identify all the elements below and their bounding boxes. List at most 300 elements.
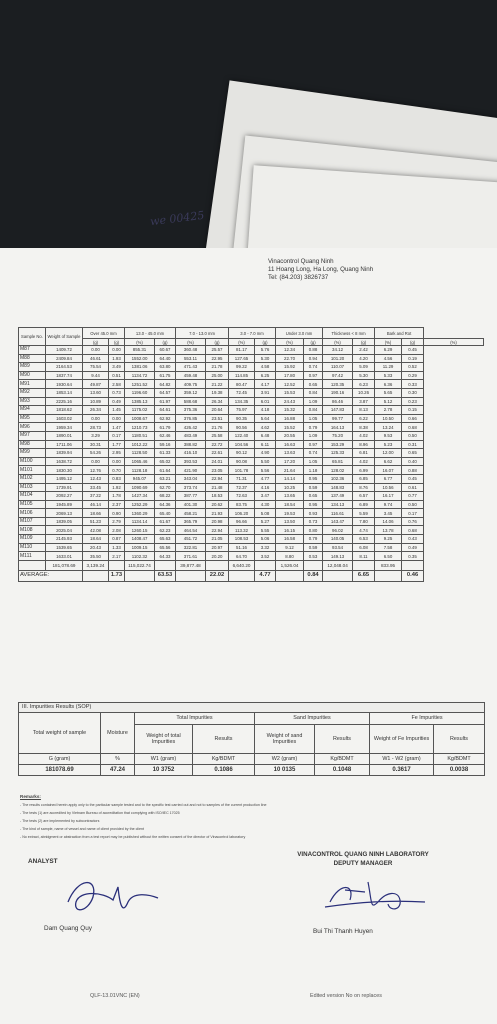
table-cell: 7.80 bbox=[353, 517, 375, 526]
table-cell: 1.33 bbox=[109, 543, 125, 552]
table-cell: 1839.05 bbox=[46, 517, 83, 526]
unit-gram: (g) bbox=[83, 339, 109, 346]
sample-id: M105 bbox=[19, 500, 46, 509]
table-cell: 0.73 bbox=[304, 517, 323, 526]
table-cell: 75.97 bbox=[229, 406, 255, 415]
table-cell: 0.00 bbox=[83, 346, 109, 355]
table-cell: 0.59 bbox=[304, 543, 323, 552]
table-cell: 0.59 bbox=[304, 483, 323, 492]
table-cell: 96.66 bbox=[229, 517, 255, 526]
table-cell: 2092.27 bbox=[46, 492, 83, 501]
table-cell: 0.65 bbox=[304, 492, 323, 501]
table-row bbox=[19, 380, 484, 389]
table-cell: 90.56 bbox=[229, 423, 255, 432]
table-cell: 60.67 bbox=[155, 346, 176, 355]
table-cell: 26.34 bbox=[83, 406, 109, 415]
table-cell: 64.36 bbox=[155, 500, 176, 509]
table-cell: 14.06 bbox=[375, 517, 402, 526]
table-cell: 458.21 bbox=[176, 509, 206, 518]
table-cell: 75.54 bbox=[83, 363, 109, 372]
remark-line: - The tests (1) are accredited by Vietnam Bureau of accreditation that complying with ISO/IEC 17025 bbox=[20, 811, 180, 815]
sample-id: M100 bbox=[19, 457, 46, 466]
table-cell: 15.32 bbox=[276, 406, 304, 415]
table-cell: 64.82 bbox=[155, 380, 176, 389]
table-cell: 16.58 bbox=[276, 535, 304, 544]
table-cell: 1180.51 bbox=[125, 431, 155, 440]
table-cell: 0.95 bbox=[304, 474, 323, 483]
table-cell: 1065.46 bbox=[125, 457, 155, 466]
table-cell: 0.53 bbox=[304, 552, 323, 561]
table-cell: 0.76 bbox=[402, 517, 424, 526]
average-cell: 0.46 bbox=[402, 570, 424, 581]
unit-gram: G (gram) bbox=[19, 754, 101, 765]
table-cell: 4.74 bbox=[353, 526, 375, 535]
table-cell: 1830.30 bbox=[46, 466, 83, 475]
table-cell: 12.00 bbox=[375, 449, 402, 458]
table-cell: 64.33 bbox=[155, 552, 176, 561]
total-cell: 12,048.04 bbox=[323, 560, 353, 570]
table-cell: 61.33 bbox=[155, 449, 176, 458]
unit-kg-bdmt: Kg/BDMT bbox=[315, 754, 370, 765]
table-cell: 8.76 bbox=[353, 483, 375, 492]
unit-gram: (g) bbox=[206, 339, 229, 346]
table-cell: 5.09 bbox=[353, 363, 375, 372]
table-cell: 19.38 bbox=[206, 388, 229, 397]
table-cell: 0.97 bbox=[304, 440, 323, 449]
table-cell: 12.43 bbox=[83, 474, 109, 483]
units-row bbox=[19, 339, 484, 346]
table-cell: 18.64 bbox=[83, 535, 109, 544]
table-cell: 49.87 bbox=[83, 380, 109, 389]
header-thickness: Thickness < 8 mm bbox=[323, 328, 375, 339]
table-cell: 22.94 bbox=[206, 526, 229, 535]
table-cell: 21.93 bbox=[206, 509, 229, 518]
table-row bbox=[19, 354, 484, 363]
table-cell: 1381.06 bbox=[125, 363, 155, 372]
table-cell: 322.81 bbox=[176, 543, 206, 552]
table-cell: 81.17 bbox=[229, 346, 255, 355]
table-row bbox=[19, 492, 484, 501]
table-cell: 945.07 bbox=[125, 474, 155, 483]
table-cell: 1210.73 bbox=[125, 423, 155, 432]
table-cell: 426.42 bbox=[176, 423, 206, 432]
table-cell: 1.78 bbox=[109, 492, 125, 501]
table-cell: 360.48 bbox=[176, 346, 206, 355]
table-cell: 388.82 bbox=[176, 440, 206, 449]
table-cell: 1.09 bbox=[304, 397, 323, 406]
sample-id: M94 bbox=[19, 406, 46, 415]
unit-gram: (g) bbox=[255, 339, 276, 346]
table-cell: 0.15 bbox=[402, 406, 424, 415]
table-cell: 5.64 bbox=[255, 414, 276, 423]
table-cell: 1890.01 bbox=[46, 431, 83, 440]
table-cell: 2.78 bbox=[375, 406, 402, 415]
value-fe-result: 0.0038 bbox=[434, 765, 485, 776]
table-cell: 2.08 bbox=[109, 526, 125, 535]
sample-id: M110 bbox=[19, 543, 46, 552]
table-cell: 148.83 bbox=[323, 483, 353, 492]
table-cell: 134.35 bbox=[229, 397, 255, 406]
table-cell: 1134.14 bbox=[125, 517, 155, 526]
table-cell: 6.50 bbox=[375, 552, 402, 561]
average-row bbox=[19, 570, 484, 581]
table-cell: 553.11 bbox=[176, 354, 206, 363]
header-over45: Over 45.0 mm bbox=[83, 328, 125, 339]
table-cell: 0.49 bbox=[109, 397, 125, 406]
table-cell: 15.92 bbox=[276, 363, 304, 372]
table-cell: 2069.13 bbox=[46, 509, 83, 518]
table-cell: 13.63 bbox=[276, 449, 304, 458]
table-cell: 19.53 bbox=[276, 509, 304, 518]
table-cell: 153.29 bbox=[323, 440, 353, 449]
table-cell: 108.53 bbox=[229, 535, 255, 544]
table-cell: 2164.53 bbox=[46, 363, 83, 372]
value-fe-weight: 0.3617 bbox=[370, 765, 434, 776]
lab-name: VINACONTROL QUANG NINH LABORATORY bbox=[297, 851, 429, 858]
remark-line: - No extract, abridgment or abstraction from a test report may be published without the written consent of the director of Vinacontrol laboratory bbox=[20, 835, 246, 839]
table-cell: 164.13 bbox=[323, 423, 353, 432]
table-cell: 5.06 bbox=[255, 535, 276, 544]
table-cell: 65.81 bbox=[323, 457, 353, 466]
table-cell: 0.68 bbox=[402, 423, 424, 432]
weight-fe-label: Weight of Fe Impurities bbox=[370, 725, 434, 754]
table-cell: 1638.72 bbox=[46, 457, 83, 466]
average-cell: 63.53 bbox=[155, 570, 176, 581]
table-cell: 375.36 bbox=[176, 406, 206, 415]
table-cell: 0.31 bbox=[402, 440, 424, 449]
table-cell: 113.32 bbox=[229, 526, 255, 535]
table-cell: 1818.62 bbox=[46, 406, 83, 415]
table-cell: 0.49 bbox=[402, 543, 424, 552]
table-cell: 3.52 bbox=[255, 552, 276, 561]
edited-version: Edited version No on replaces bbox=[310, 993, 382, 999]
table-cell: 1.92 bbox=[109, 483, 125, 492]
table-cell: 23.05 bbox=[206, 466, 229, 475]
table-cell: 0.00 bbox=[83, 414, 109, 423]
table-cell: 5.08 bbox=[255, 509, 276, 518]
table-cell: 0.17 bbox=[109, 431, 125, 440]
table-cell: 90.12 bbox=[229, 449, 255, 458]
table-cell: 17.80 bbox=[276, 371, 304, 380]
table-cell: 147.83 bbox=[323, 406, 353, 415]
table-cell: 3.47 bbox=[255, 492, 276, 501]
table-cell: 0.23 bbox=[402, 397, 424, 406]
value-total-result: 0.1086 bbox=[193, 765, 255, 776]
table-cell: 1360.29 bbox=[125, 509, 155, 518]
table-cell: 0.95 bbox=[304, 500, 323, 509]
table-cell: 5.33 bbox=[375, 371, 402, 380]
table-cell: 16.63 bbox=[276, 440, 304, 449]
table-cell: 122.40 bbox=[229, 431, 255, 440]
table-cell: 0.80 bbox=[304, 526, 323, 535]
table-cell: 0.50 bbox=[402, 431, 424, 440]
table-cell: 30.31 bbox=[83, 440, 109, 449]
header-sample-no: Sample No. bbox=[19, 328, 46, 346]
table-cell: 5.27 bbox=[255, 517, 276, 526]
table-cell: 1427.34 bbox=[125, 492, 155, 501]
table-cell: 6.48 bbox=[255, 431, 276, 440]
table-cell: 359.12 bbox=[176, 388, 206, 397]
sample-id: M106 bbox=[19, 509, 46, 518]
sample-id: M87 bbox=[19, 346, 46, 355]
table-cell: 24.01 bbox=[206, 457, 229, 466]
table-cell: 5.50 bbox=[255, 457, 276, 466]
deputy-signature bbox=[320, 872, 430, 922]
table-cell: 22.61 bbox=[206, 449, 229, 458]
sample-id: M98 bbox=[19, 440, 46, 449]
table-cell: 10.56 bbox=[375, 483, 402, 492]
table-cell: 6.57 bbox=[353, 492, 375, 501]
total-cell: 39,877.48 bbox=[176, 560, 206, 570]
table-cell: 376.85 bbox=[176, 414, 206, 423]
table-cell: 0.87 bbox=[109, 535, 125, 544]
table-cell: 401.30 bbox=[176, 500, 206, 509]
table-cell: 0.83 bbox=[109, 474, 125, 483]
table-cell: 0.33 bbox=[402, 380, 424, 389]
table-row bbox=[19, 431, 484, 440]
unit-gram: (g) bbox=[109, 339, 125, 346]
table-cell: 3.45 bbox=[375, 509, 402, 518]
table-cell: 37.22 bbox=[83, 492, 109, 501]
table-cell: 21.76 bbox=[206, 423, 229, 432]
table-cell: 17.20 bbox=[276, 457, 304, 466]
table-cell: 0.52 bbox=[402, 363, 424, 372]
table-cell: 4.18 bbox=[255, 406, 276, 415]
fe-impurities-header: Fe Impurities bbox=[370, 713, 485, 725]
table-cell: 3.87 bbox=[353, 397, 375, 406]
average-cell: 0.84 bbox=[304, 570, 323, 581]
table-cell: 101.20 bbox=[323, 354, 353, 363]
table-cell: 0.35 bbox=[402, 552, 424, 561]
table-cell: 106.20 bbox=[229, 509, 255, 518]
table-cell: 387.77 bbox=[176, 492, 206, 501]
table-cell: 0.73 bbox=[109, 388, 125, 397]
table-cell: 54.26 bbox=[83, 449, 109, 458]
results-label: Results bbox=[193, 725, 255, 754]
table-cell: 0.77 bbox=[402, 492, 424, 501]
header-3-7: 3.0 - 7.0 mm bbox=[229, 328, 276, 339]
analyst-signature bbox=[58, 872, 168, 922]
total-cell: 3,139.24 bbox=[83, 560, 109, 570]
table-cell: 62.23 bbox=[155, 526, 176, 535]
table-cell: 343.04 bbox=[176, 474, 206, 483]
table-cell: 0.45 bbox=[402, 474, 424, 483]
table-cell: 20.43 bbox=[83, 543, 109, 552]
table-cell: 20.97 bbox=[206, 543, 229, 552]
table-cell: 137.49 bbox=[323, 492, 353, 501]
table-cell: 72.37 bbox=[229, 483, 255, 492]
table-cell: 371.61 bbox=[176, 552, 206, 561]
table-cell: 416.10 bbox=[176, 449, 206, 458]
table-cell: 4.30 bbox=[255, 500, 276, 509]
table-cell: 90.08 bbox=[229, 457, 255, 466]
table-row bbox=[19, 543, 484, 552]
table-cell: 0.84 bbox=[304, 406, 323, 415]
table-cell: 25.58 bbox=[206, 431, 229, 440]
table-cell: 0.79 bbox=[304, 423, 323, 432]
table-cell: 71.31 bbox=[229, 474, 255, 483]
table-cell: 6.11 bbox=[255, 440, 276, 449]
table-cell: 99.77 bbox=[323, 414, 353, 423]
sample-id: M95 bbox=[19, 414, 46, 423]
total-cell: 115,022.74 bbox=[125, 560, 155, 570]
total-weight-label: Total weight of sample bbox=[19, 713, 101, 754]
table-cell: 13.78 bbox=[375, 526, 402, 535]
table-cell: 5.12 bbox=[375, 397, 402, 406]
table-cell: 93.54 bbox=[323, 543, 353, 552]
table-cell: 0.66 bbox=[402, 414, 424, 423]
average-cell bbox=[176, 570, 206, 581]
table-cell: 0.40 bbox=[402, 457, 424, 466]
table-cell: 6.08 bbox=[353, 543, 375, 552]
moisture-label: Moisture bbox=[101, 713, 135, 754]
table-cell: 2025.04 bbox=[46, 526, 83, 535]
table-cell: 0.97 bbox=[304, 371, 323, 380]
table-row bbox=[19, 509, 484, 518]
value-w2: 10 0135 bbox=[255, 765, 315, 776]
table-cell: 471.43 bbox=[176, 363, 206, 372]
table-cell: 1128.18 bbox=[125, 466, 155, 475]
table-cell: 97.42 bbox=[323, 371, 353, 380]
table-cell: 21.22 bbox=[206, 380, 229, 389]
table-cell: 1.47 bbox=[109, 423, 125, 432]
total-cell: 181,078.69 bbox=[46, 560, 83, 570]
table-cell: 20.55 bbox=[276, 431, 304, 440]
table-row bbox=[19, 388, 484, 397]
table-cell: 64.57 bbox=[155, 388, 176, 397]
remarks bbox=[20, 793, 475, 841]
table-cell: 0.61 bbox=[402, 483, 424, 492]
table-cell: 128.02 bbox=[323, 466, 353, 475]
table-cell: 51.23 bbox=[83, 517, 109, 526]
sample-id: M107 bbox=[19, 517, 46, 526]
table-cell: 1739.91 bbox=[46, 483, 83, 492]
table-cell: 102.36 bbox=[323, 474, 353, 483]
table-cell: 59.16 bbox=[155, 440, 176, 449]
table-cell: 1252.29 bbox=[125, 500, 155, 509]
table-cell: 8.80 bbox=[276, 552, 304, 561]
table-cell: 2.17 bbox=[109, 552, 125, 561]
table-cell: 3.29 bbox=[83, 431, 109, 440]
table-cell: 21.64 bbox=[276, 466, 304, 475]
sample-id: M93 bbox=[19, 397, 46, 406]
table-cell: 0.65 bbox=[402, 449, 424, 458]
table-cell: 68.22 bbox=[155, 492, 176, 501]
average-cell bbox=[323, 570, 353, 581]
table-cell: 22.94 bbox=[206, 474, 229, 483]
table-cell: 5.23 bbox=[375, 440, 402, 449]
table-cell: 0.30 bbox=[402, 388, 424, 397]
table-cell: 6.23 bbox=[353, 380, 375, 389]
table-cell: 6.85 bbox=[353, 474, 375, 483]
table-cell: 21.78 bbox=[206, 363, 229, 372]
table-cell: 8.96 bbox=[353, 440, 375, 449]
table-cell: 1.77 bbox=[109, 440, 125, 449]
table-cell: 1128.50 bbox=[125, 449, 155, 458]
table-cell: 33.45 bbox=[83, 483, 109, 492]
header-under3: Under 3.0 mm bbox=[276, 328, 323, 339]
table-cell: 4.20 bbox=[353, 354, 375, 363]
table-cell: 0.90 bbox=[109, 509, 125, 518]
table-cell: 9.53 bbox=[375, 431, 402, 440]
table-cell: 1539.65 bbox=[46, 543, 83, 552]
table-cell: 21.48 bbox=[206, 483, 229, 492]
table-cell: 5.59 bbox=[353, 509, 375, 518]
table-cell: 25.00 bbox=[206, 371, 229, 380]
value-w1: 10 3752 bbox=[135, 765, 193, 776]
table-cell: 0.93 bbox=[304, 509, 323, 518]
sample-id: M90 bbox=[19, 371, 46, 380]
table-cell: 13.50 bbox=[276, 517, 304, 526]
lab-block bbox=[263, 850, 463, 868]
table-cell: 1385.13 bbox=[125, 397, 155, 406]
table-cell: 0.74 bbox=[304, 449, 323, 458]
table-cell: 1495.12 bbox=[46, 474, 83, 483]
table-cell: 127.65 bbox=[229, 354, 255, 363]
table-cell: 10.89 bbox=[83, 397, 109, 406]
table-cell: 1603.02 bbox=[46, 414, 83, 423]
table-cell: 0.74 bbox=[304, 363, 323, 372]
results-label: Results bbox=[315, 725, 370, 754]
table-cell: 5.30 bbox=[255, 354, 276, 363]
table-cell: 2409.84 bbox=[46, 354, 83, 363]
table-cell: 18.54 bbox=[276, 500, 304, 509]
total-impurities-header: Total Impurities bbox=[135, 713, 255, 725]
table-cell: 22.70 bbox=[276, 354, 304, 363]
table-cell: 464.54 bbox=[176, 526, 206, 535]
impurities-title: III. Impurities Results (SOP) bbox=[18, 702, 485, 713]
table-row bbox=[19, 363, 484, 372]
table-row bbox=[19, 423, 484, 432]
table-cell: 35.50 bbox=[83, 552, 109, 561]
table-cell: 46.14 bbox=[83, 500, 109, 509]
table-row bbox=[19, 535, 484, 544]
analyst-name: Dam Quang Quy bbox=[44, 925, 92, 932]
table-cell: 14.14 bbox=[276, 474, 304, 483]
table-cell: 0.17 bbox=[402, 509, 424, 518]
table-cell: 5.56 bbox=[255, 466, 276, 475]
table-cell: 99.22 bbox=[229, 363, 255, 372]
table-cell: 101.78 bbox=[229, 466, 255, 475]
table-cell: 61.79 bbox=[155, 423, 176, 432]
table-cell: 6.77 bbox=[375, 474, 402, 483]
sample-id: M108 bbox=[19, 526, 46, 535]
table-cell: 15.53 bbox=[276, 388, 304, 397]
table-cell: 421.90 bbox=[176, 466, 206, 475]
table-cell: 21.05 bbox=[206, 535, 229, 544]
analyst-title: ANALYST bbox=[28, 858, 58, 865]
average-cell: 1.73 bbox=[109, 570, 125, 581]
table-cell: 1012.22 bbox=[125, 440, 155, 449]
header-weight: Weight of Sample bbox=[46, 328, 83, 346]
total-cell bbox=[402, 560, 424, 570]
remark-line: - The results contained herein apply only to the particular sample tested and to the specific test carried out and not to samples of the current production line bbox=[20, 803, 267, 807]
unit-gram: (g) bbox=[304, 339, 323, 346]
handwritten-note: we 00425 bbox=[149, 208, 206, 229]
table-cell: 51.16 bbox=[229, 543, 255, 552]
size-distribution-table bbox=[18, 327, 484, 582]
company-address: 11 Hoang Long, Ha Long, Quang Ninh bbox=[268, 266, 374, 273]
table-cell: 2225.16 bbox=[46, 397, 83, 406]
table-cell: 16.07 bbox=[375, 466, 402, 475]
table-cell: 4.90 bbox=[255, 449, 276, 458]
table-cell: 62.70 bbox=[155, 483, 176, 492]
table-cell: 0.29 bbox=[402, 371, 424, 380]
average-cell bbox=[229, 570, 255, 581]
sample-id: M92 bbox=[19, 388, 46, 397]
table-row bbox=[19, 483, 484, 492]
table-cell: 65.40 bbox=[155, 509, 176, 518]
